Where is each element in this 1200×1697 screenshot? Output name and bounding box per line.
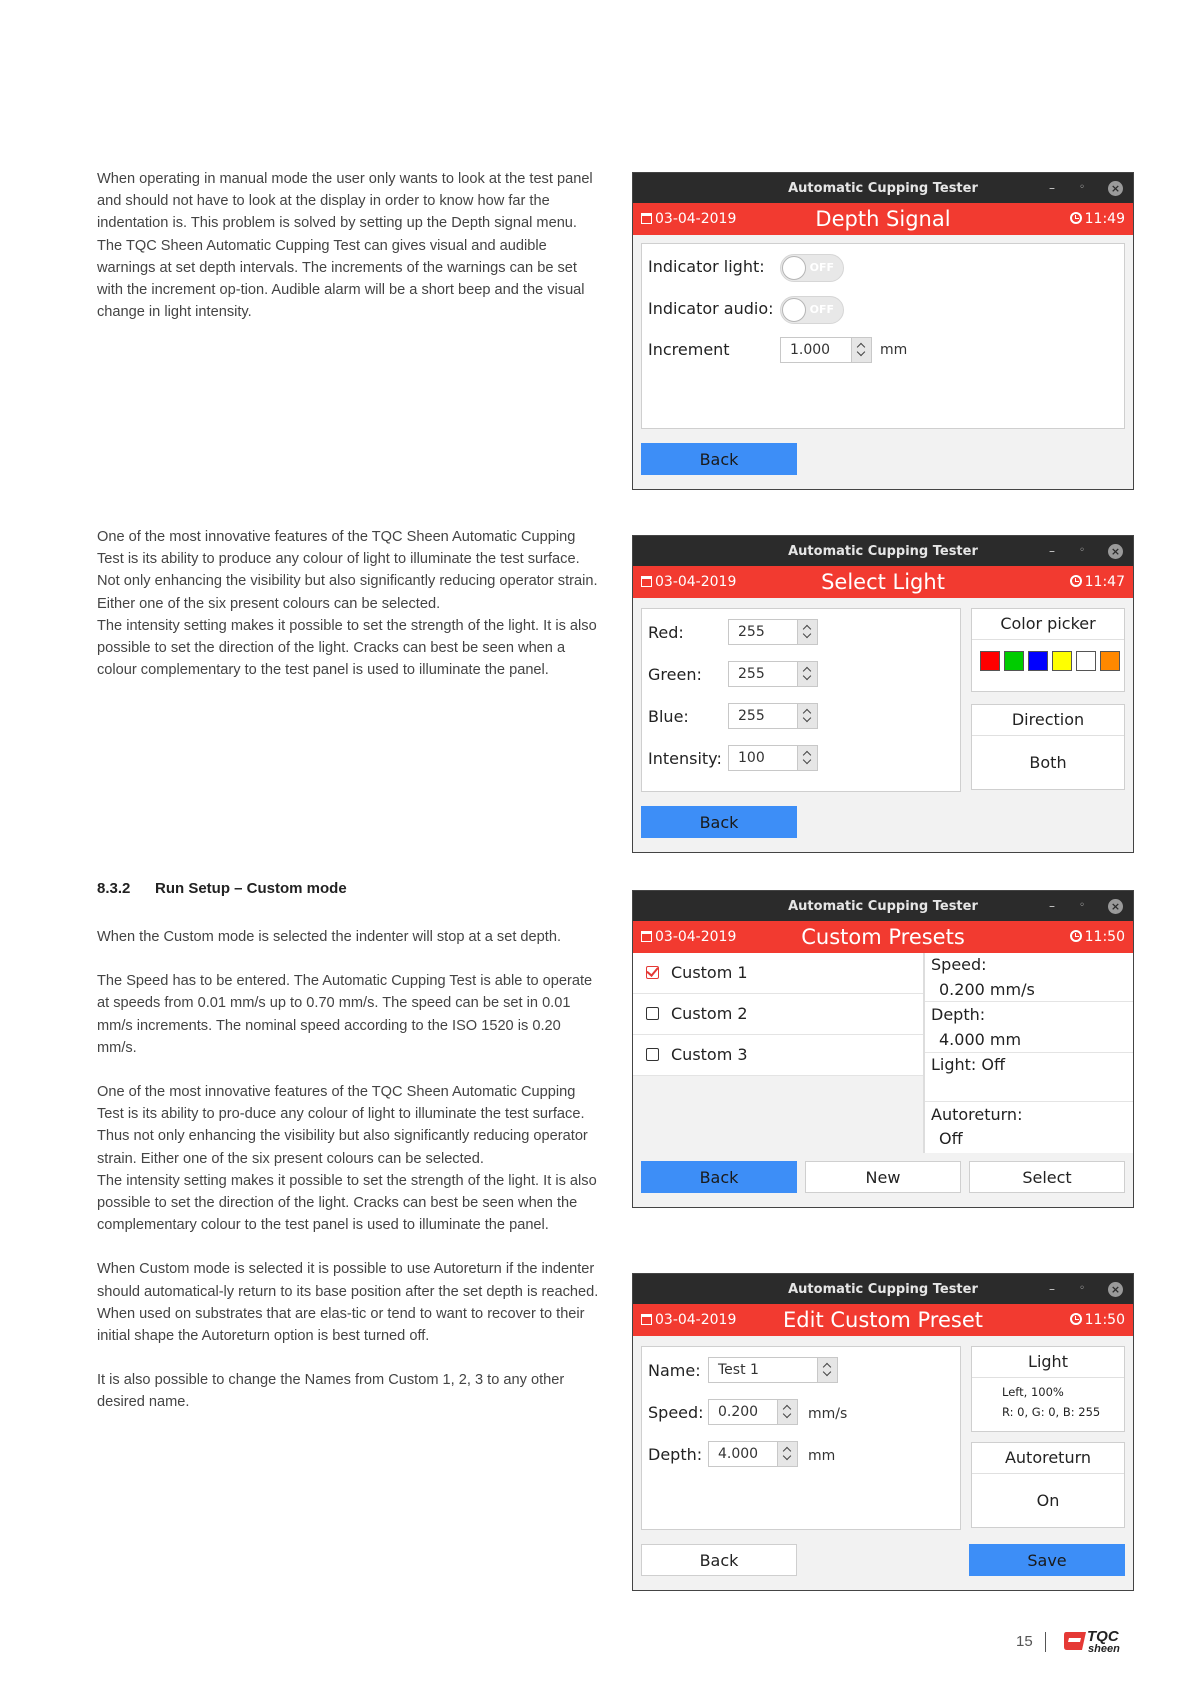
- time: 11:50: [1084, 1312, 1125, 1328]
- spin-arrows-icon[interactable]: [777, 1442, 797, 1466]
- window-titlebar: [633, 891, 1133, 921]
- toggle-knob: [782, 298, 806, 322]
- time: 11:47: [1084, 574, 1125, 590]
- color-picker-label: Color picker: [972, 609, 1124, 640]
- green-label: Green:: [648, 665, 702, 684]
- close-icon[interactable]: ×: [1108, 899, 1123, 914]
- window-titlebar: [633, 173, 1133, 203]
- light-box[interactable]: [971, 1346, 1125, 1432]
- tqc-sheen-logo: [1062, 1626, 1134, 1656]
- depth-value: 4.000: [718, 1446, 759, 1462]
- minimize-icon[interactable]: –: [1049, 544, 1055, 558]
- intensity-value: 100: [738, 750, 765, 766]
- close-icon[interactable]: ×: [1108, 181, 1123, 196]
- restore-icon[interactable]: ◦: [1079, 182, 1085, 193]
- paragraph: One of the most innovative features of the TQC Sheen Automatic Cupping Test is its ability to pro-duce any colour of light to illuminate the test surface. Thus not only enhancing the visibility but also significantly reducing operator strain. Either one of the six present colours can be selected.: [97, 1084, 588, 1167]
- paragraph: The intensity setting makes it possible to set the strength of the light. It is also possible to set the direction of the light. Cracks can best be seen when a colour complementary to the test panel is used to illuminate the panel.: [97, 617, 597, 679]
- speed-value: 0.200 mm/s: [939, 980, 1035, 999]
- window-title: Automatic Cupping Tester: [788, 1282, 978, 1297]
- page-number: 15: [1016, 1633, 1033, 1650]
- rgb-panel: [641, 608, 961, 792]
- indicator-audio-toggle[interactable]: [780, 296, 844, 324]
- edit-preset-screen: [632, 1273, 1134, 1591]
- white-swatch[interactable]: [1076, 651, 1096, 671]
- date: 03-04-2019: [655, 929, 737, 945]
- date: 03-04-2019: [655, 574, 737, 590]
- direction-box: [971, 704, 1125, 790]
- color-picker-box: [971, 608, 1125, 692]
- window-title: Automatic Cupping Tester: [788, 181, 978, 196]
- red-spinbox[interactable]: [728, 619, 818, 645]
- green-spinbox[interactable]: [728, 661, 818, 687]
- blue-swatch[interactable]: [1028, 651, 1048, 671]
- spin-arrows-icon[interactable]: [851, 338, 871, 362]
- increment-spinbox[interactable]: [780, 337, 872, 363]
- list-item[interactable]: [633, 953, 923, 994]
- paragraph: When Custom mode is selected it is possible to use Autoreturn if the indenter should automatical-ly return to its base position after the set depth is reached. When used on substrates that are elas-tic or tend to want to recover to their initial shape the Autoreturn option is best turned off.: [97, 1261, 599, 1345]
- checkbox-icon[interactable]: [646, 1007, 659, 1020]
- back-button[interactable]: Back: [641, 443, 797, 475]
- red-value: 255: [738, 624, 765, 640]
- indicator-light-label: Indicator light:: [648, 257, 765, 276]
- red-label: Red:: [648, 623, 684, 642]
- window-titlebar: [633, 536, 1133, 566]
- checkbox-checked-icon[interactable]: [646, 966, 659, 979]
- custom-mode-description: [97, 926, 602, 1436]
- new-button[interactable]: New: [805, 1161, 961, 1193]
- restore-icon[interactable]: ◦: [1079, 545, 1085, 556]
- clock-icon: [1070, 930, 1082, 942]
- depth-unit: mm: [808, 1448, 836, 1464]
- section-heading: [97, 880, 347, 897]
- paragraph: The Speed has to be entered. The Automatic Cupping Test is able to operate at speeds from 0.01 mm/s up to 0.70 mm/s. The speed can be set in 0.01 mm/s increments. The nominal speed according to the ISO 1520 is 0.20 mm/s.: [97, 973, 593, 1056]
- indicator-audio-label: Indicator audio:: [648, 299, 774, 318]
- green-value: 255: [738, 666, 765, 682]
- direction-value[interactable]: Both: [1029, 753, 1067, 772]
- screen-title: Edit Custom Preset: [783, 1308, 983, 1332]
- direction-label: Direction: [972, 705, 1124, 736]
- time: 11:50: [1084, 929, 1125, 945]
- speed-value: 0.200: [718, 1404, 759, 1420]
- preset-form-panel: [641, 1346, 961, 1530]
- red-swatch[interactable]: [980, 651, 1000, 671]
- speed-label: Speed:: [648, 1403, 704, 1422]
- depth-label: Depth:: [931, 1005, 986, 1024]
- autoreturn-label: Autoreturn:: [931, 1105, 1023, 1124]
- restore-icon[interactable]: ◦: [1079, 1283, 1085, 1294]
- indicator-light-toggle[interactable]: [780, 254, 844, 282]
- save-button[interactable]: Save: [969, 1544, 1125, 1576]
- time: 11:49: [1084, 211, 1125, 227]
- name-input[interactable]: [708, 1357, 838, 1383]
- logo-text-bottom: sheen: [1088, 1643, 1120, 1655]
- header-bar: [633, 921, 1133, 953]
- checkbox-icon[interactable]: [646, 1048, 659, 1061]
- preset-details: [925, 953, 1133, 1153]
- header-bar: [633, 203, 1133, 235]
- close-icon[interactable]: ×: [1108, 1282, 1123, 1297]
- toggle-state: OFF: [809, 303, 834, 316]
- autoreturn-label: Autoreturn: [972, 1443, 1124, 1474]
- paragraph: The intensity setting makes it possible to set the strength of the light. It is also possible to set the direction of the light. Cracks can best be seen when the complementary colour to the test panel is used to illuminate the panel.: [97, 1172, 597, 1234]
- paragraph: When the Custom mode is selected the indenter will stop at a set depth.: [97, 929, 562, 945]
- header-bar: [633, 1304, 1133, 1336]
- orange-swatch[interactable]: [1100, 651, 1120, 671]
- spin-arrows-icon[interactable]: [817, 1358, 837, 1382]
- blue-value: 255: [738, 708, 765, 724]
- back-button[interactable]: Back: [641, 1544, 797, 1576]
- window-title: Automatic Cupping Tester: [788, 544, 978, 559]
- speed-unit: mm/s: [808, 1406, 848, 1422]
- divider: [1045, 1632, 1046, 1652]
- spin-arrows-icon[interactable]: [777, 1400, 797, 1424]
- name-label: Name:: [648, 1361, 701, 1380]
- screen-title: Custom Presets: [801, 925, 965, 949]
- custom-presets-screen: [632, 890, 1134, 1208]
- paragraph: One of the most innovative features of the TQC Sheen Automatic Cupping Test is its ability to produce any colour of light to illuminate the test surface. Not only enhancing the visibility but also significantly reducing operator strain. Either one of the six present colours can be selected.: [97, 529, 598, 612]
- presets-area: [633, 953, 1133, 1153]
- close-icon[interactable]: ×: [1108, 544, 1123, 559]
- settings-panel: [641, 243, 1125, 429]
- depth-label: Depth:: [648, 1445, 703, 1464]
- toggle-state: OFF: [809, 261, 834, 274]
- spin-arrows-icon[interactable]: [797, 746, 817, 770]
- back-button[interactable]: Back: [641, 806, 797, 838]
- clock-icon: [1070, 212, 1082, 224]
- increment-value: 1.000: [790, 342, 831, 358]
- section-title: Run Setup – Custom mode: [155, 880, 347, 897]
- paragraph: When operating in manual mode the user only wants to look at the test panel and should not have to look at the display in order to know how far the indentation is. This problem is solved by setting up the Depth signal menu. The TQC Sheen Automatic Cupping Test can gives visual and audible warnings at set depth intervals. The increments of the warnings can be set with the increment op-tion. Audible alarm will be a short beep and the visual change in light intensity.: [97, 171, 593, 321]
- spin-arrows-icon[interactable]: [797, 620, 817, 644]
- screen-title: Depth Signal: [815, 207, 951, 231]
- date: 03-04-2019: [655, 211, 737, 227]
- logo-text-top: TQC: [1087, 1628, 1119, 1645]
- minimize-icon[interactable]: –: [1049, 899, 1055, 913]
- section-number: 8.3.2: [97, 880, 131, 897]
- intensity-label: Intensity:: [648, 749, 722, 768]
- blue-spinbox[interactable]: [728, 703, 818, 729]
- restore-icon[interactable]: ◦: [1079, 900, 1085, 911]
- depth-signal-description: [97, 168, 602, 345]
- toggle-knob: [782, 256, 806, 280]
- speed-spinbox[interactable]: [708, 1399, 798, 1425]
- intensity-spinbox[interactable]: [728, 745, 818, 771]
- speed-label: Speed:: [931, 955, 987, 974]
- header-bar: [633, 566, 1133, 598]
- preset-name: Custom 1: [671, 963, 748, 982]
- spin-arrows-icon[interactable]: [797, 704, 817, 728]
- clock-icon: [1070, 575, 1082, 587]
- depth-signal-screen: [632, 172, 1134, 490]
- preset-name: Custom 2: [671, 1004, 748, 1023]
- list-item[interactable]: [633, 1035, 923, 1076]
- autoreturn-box[interactable]: [971, 1442, 1125, 1528]
- list-item[interactable]: [633, 994, 923, 1035]
- light-rgb: R: 0, G: 0, B: 255: [1002, 1405, 1101, 1419]
- minimize-icon[interactable]: –: [1049, 1282, 1055, 1296]
- autoreturn-value: On: [1036, 1491, 1060, 1510]
- select-light-description: [97, 526, 602, 703]
- yellow-swatch[interactable]: [1052, 651, 1072, 671]
- back-button[interactable]: Back: [641, 1161, 797, 1193]
- preset-name: Custom 3: [671, 1045, 748, 1064]
- paragraph: It is also possible to change the Names from Custom 1, 2, 3 to any other desired name.: [97, 1372, 565, 1411]
- window-title: Automatic Cupping Tester: [788, 899, 978, 914]
- light-value: Light: Off: [931, 1055, 1006, 1074]
- increment-unit: mm: [880, 342, 908, 358]
- select-light-screen: [632, 535, 1134, 853]
- date: 03-04-2019: [655, 1312, 737, 1328]
- select-button[interactable]: Select: [969, 1161, 1125, 1193]
- screen-title: Select Light: [821, 570, 945, 594]
- spin-arrows-icon[interactable]: [797, 662, 817, 686]
- minimize-icon[interactable]: –: [1049, 181, 1055, 195]
- window-titlebar: [633, 1274, 1133, 1304]
- light-label: Light: [972, 1347, 1124, 1378]
- autoreturn-value: Off: [939, 1129, 963, 1148]
- name-value: Test 1: [718, 1362, 759, 1378]
- green-swatch[interactable]: [1004, 651, 1024, 671]
- increment-label: Increment: [648, 340, 730, 359]
- depth-value: 4.000 mm: [939, 1030, 1022, 1049]
- depth-spinbox[interactable]: [708, 1441, 798, 1467]
- blue-label: Blue:: [648, 707, 689, 726]
- light-direction-intensity: Left, 100%: [1002, 1385, 1064, 1399]
- clock-icon: [1070, 1313, 1082, 1325]
